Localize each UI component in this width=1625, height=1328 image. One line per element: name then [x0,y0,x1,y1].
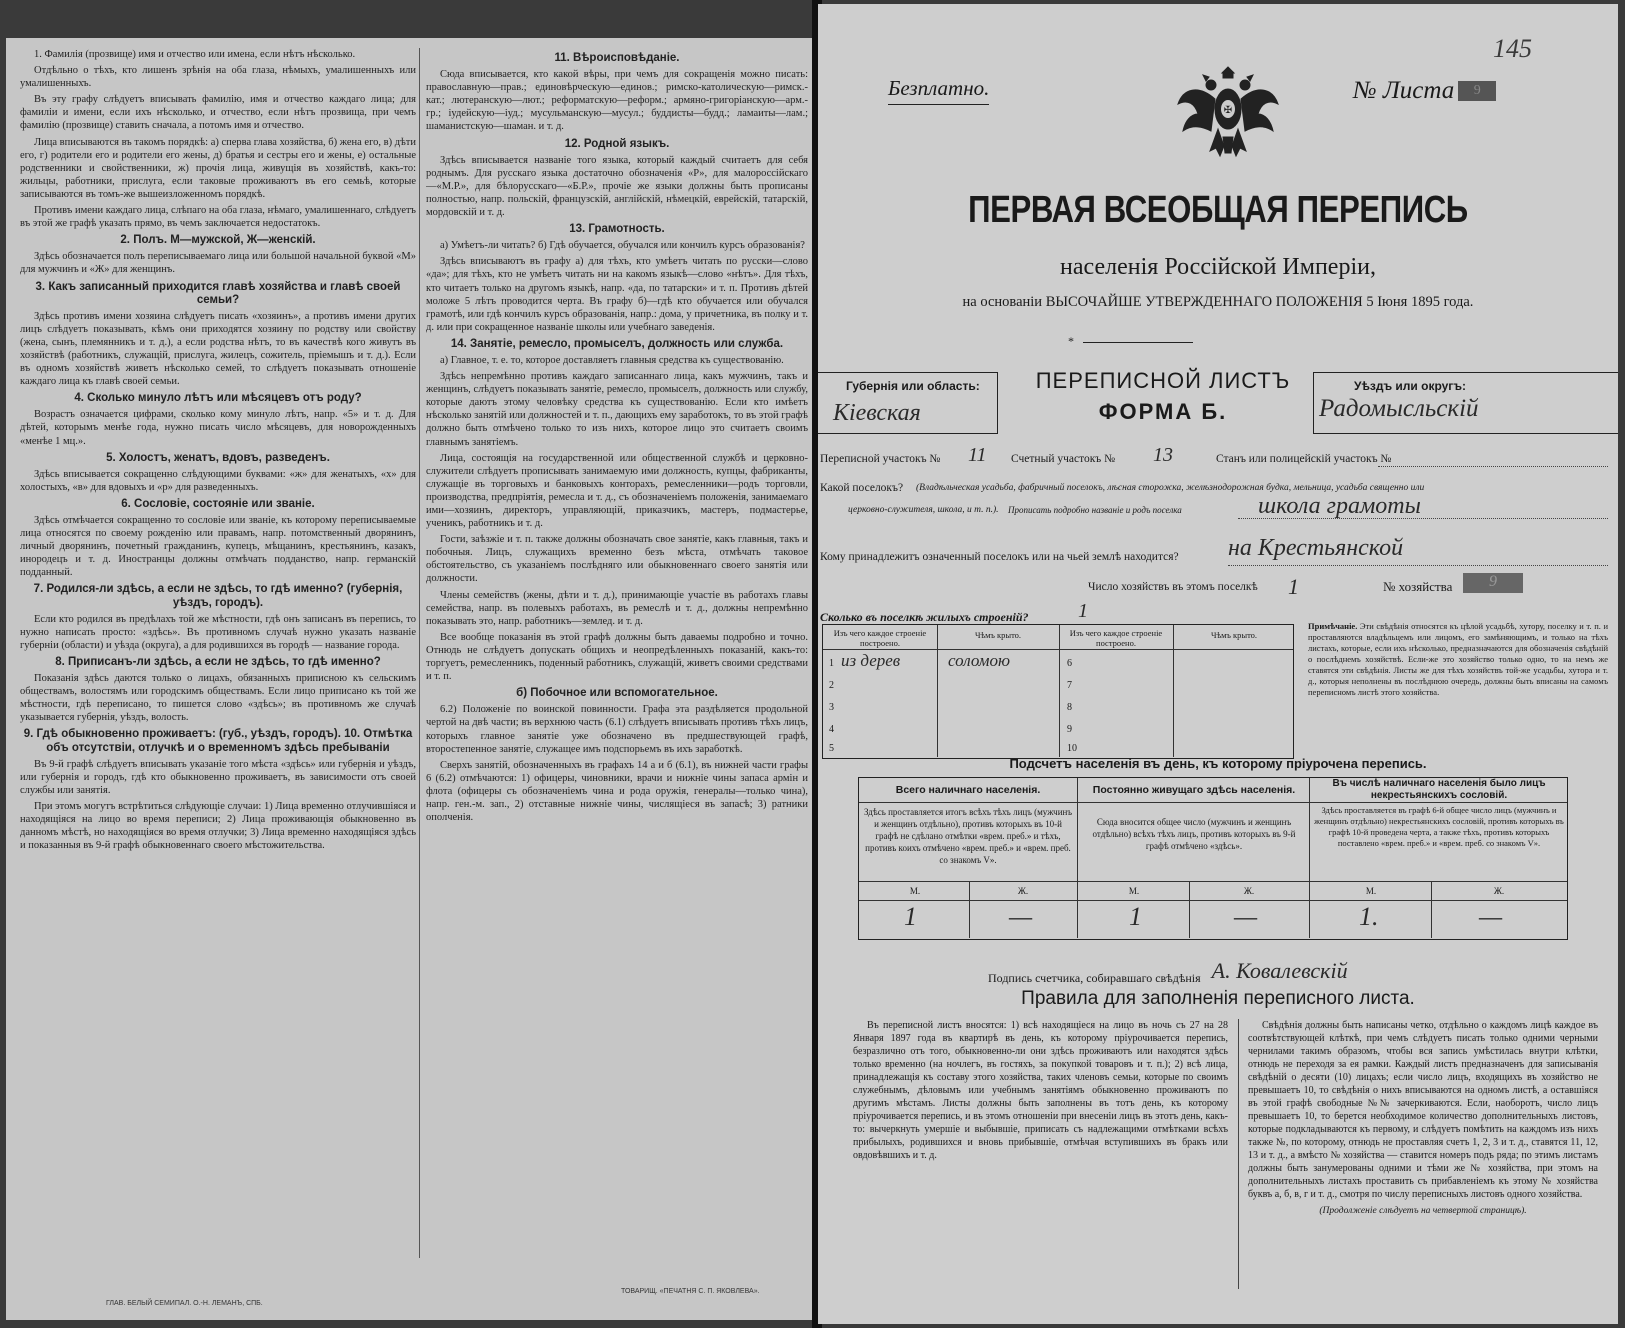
rules-column-2 [1248,1019,1598,1309]
building-row-number: 3 [829,702,834,713]
pop-mf-divider [969,881,970,938]
instructions-column-1 [20,48,416,1258]
instruction-paragraph: Въ эту графу слѣдуетъ вписывать фамилію, имя и отчество каждаго лица; для фамиліи и имени, если ихъ нѣсколько, и отчество, если нѣтъ прозвища, при чемъ фамилію (прозвище) ставить сначала, а потомъ имя и отчество. [20,94,416,132]
instruction-heading: 13. Грамотность. [569,223,665,236]
instruction-paragraph: При этомъ могутъ встрѣтиться слѣдующіе случаи: 1) Лица временно отлучившіяся и находящіяся на лицо во время переписи; 2) Лица проживающія обыкновенно въ данномъ мѣстѣ, но находящіяся во время отлучки; 3) Лица временно находящіяся здѣсь и показанныя въ 9-й графѣ обыкновеннаго своего мѣстожительства. [20,800,416,852]
instruction-heading: 14. Занятіе, ремесло, промыселъ, должность или служба. [450,337,784,350]
total-present-header: Всего наличнаго населенія. [895,784,1041,796]
non-peasant-female: — [1479,902,1503,931]
instructions-column-2 [426,48,808,1248]
uezd-label: Уѣздъ или округъ: [1354,379,1467,393]
buildings-table-divider [1059,625,1060,757]
legal-basis: на основаніи ВЫСОЧАЙШЕ УТВЕРЖДЕННАГО ПОЛОЖЕНІЯ 5 Іюня 1895 года. [962,294,1474,310]
instruction-heading: б) Побочное или вспомогательное. [516,687,718,700]
female-label: Ж. [1243,886,1255,896]
permanent-female: — [1234,902,1258,931]
building-1-material: из дерев [841,651,901,670]
permanent-resident-text: Сюда вносится общее число (мужчинъ и женщинъ отдѣльно) всѣхъ тѣхъ лицъ, противъ которыхъ въ 9-й графѣ отмѣчено «здѣсь». [1092,817,1296,851]
instruction-paragraph: Противъ имени каждаго лица, слѣпаго на оба глаза, нѣмаго, умалишеннаго, слѣдуетъ въ этой же графѣ указать прямо, въ чемъ заключается недостатокъ. [20,205,416,230]
instruction-paragraph: Члены семействъ (жены, дѣти и т. д.), принимающіе участіе въ работахъ главы семейства, напр. въ полевыхъ работахъ, въ ремеслѣ и т. д., должны непремѣнно показывать это, напр. работникъ—землед. и т. д. [426,589,808,627]
form-subtitle: ФОРМА Б. [1098,399,1228,424]
archive-page-number: 145 [1493,34,1532,63]
census-title: ПЕРВАЯ ВСЕОБЩАЯ ПЕРЕПИСЬ [968,189,1468,231]
instructions-page [6,38,816,1320]
building-row-number: 9 [1067,724,1072,735]
enumerator-signature [988,958,1348,988]
note-text: Эти свѣдѣнія относятся къ цѣлой усадьбѣ, хутору, поселку и т. п. и проставляются владѣльцемъ или лицомъ, его замѣняющимъ, и только на тѣхъ листахъ, которые, если ихъ нѣсколько, предназначаются для обозначенія свѣдѣній о послѣднемъ хозяйствѣ. Если-же это хозяйство только одно, то на немъ же ставятся эти свѣдѣнія. Листы же для тѣхъ хозяйствъ той-же усадьбы, хутора и т. д., которыя неполнены въ послѣднюю очередь, должны быть вписаны на самомъ переписномъ листѣ этого хозяйства. [1308,621,1608,697]
instruction-paragraph: Здѣсь обозначается полъ переписываемаго лица или большой начальной буквой «М» для мужчинъ и «Ж» для женщинъ. [20,251,416,276]
instruction-paragraph: Здѣсь вписывается названіе того языка, который каждый считаетъ для себя роднымъ. Для русскаго языка достаточно обозначенія «Р», для малороссійскаго—«М.Р.», для бѣлорусскаго—«Б.Р.», прочіе же языки должны быть прописаны полностью, напр. польскій, французскій, англійскій, нѣмецкій, еврейскій, татарскій, мордовскій и т. д. [426,154,808,219]
household-number-label: № хозяйства [1383,579,1453,594]
instruction-heading: 6. Сословіе, состояніе или званіе. [121,497,315,510]
instruction-heading: 9. Гдѣ обыкновенно проживаетъ: (губ., уѣздъ, городъ). 10. Отмѣтка объ отсутствіи, отлучкѣ и о временномъ здѣсь пребываніи [23,728,413,754]
instruction-heading: 2. Полъ. М—мужской, Ж—женскій. [120,234,316,247]
rules-title: Правила для заполненія переписного листа. [1021,988,1415,1009]
note-title: Примѣчаніе. [1308,621,1358,631]
pop-mf-divider [1431,881,1432,938]
instruction-heading: 12. Родной языкъ. [564,137,670,150]
instruction-paragraph: Здѣсь противъ имени хозяина слѣдуетъ писать «хозяинъ», а противъ имени других лицъ слѣдуетъ показывать, кѣмъ они приходятся хозяину по родству или свойству (жена, сынъ, племянникъ и т. д.), а если родства нѣтъ, то въ качествѣ кого живутъ въ хозяйствѣ (работникъ, служащій, прислуга, жилецъ, сожитель, пріемышъ и т. д.). Если въ одномъ хозяйствѣ живетъ нѣсколько семей, то слѣдуетъ показывать отношеніе каждаго лица къ главѣ своей семьи. [20,310,416,388]
pop-head-line [859,802,1567,803]
households-label: Число хозяйствъ въ этомъ поселкѣ [1088,581,1258,593]
building-row-number: 1 [829,658,834,669]
instruction-heading: 5. Холостъ, женатъ, вдовъ, разведенъ. [106,451,330,464]
instruction-paragraph: 6.2) Положеніе по воинской повинности. Графа эта раздѣляется продольной чертой на двѣ части; въ верхнюю часть (6.1) слѣдуетъ вписывать противъ тѣхъ лицъ, которыхъ главное занятіе уже обозначено въ предшествующей графѣ, второстепенное занятіе, служащее имъ подспорьемъ въ ихъ заработкѣ. [426,704,808,755]
gubernia-box [818,372,998,434]
printer-footer-right: ТОВАРИЩ. «ПЕЧАТНЯ С. П. ЯКОВЛЕВА». [621,1288,760,1295]
male-label: М. [1128,886,1140,896]
buildings-table-col-line [1173,625,1174,757]
instruction-paragraph: 1. Фамилія (прозвище) имя и отчество или имена, если нѣтъ нѣсколько. [34,49,356,60]
census-subtitle: населенія Россійской Имперіи, [1060,254,1376,280]
stan-label: Станъ или полицейскій участокъ № [1216,453,1392,465]
rules-text-1: Въ переписной листъ вносятся: 1) всѣ находящіеся на лицо въ ночь съ 27 на 28 Января 1897 года въ квартирѣ въ день, къ которому пріурочивается перепись, безразлично отъ того, обыкновенно-ли они здѣсь проживаютъ или находятся здѣсь только временно (на ночлегъ, въ гостяхъ, за покупкой товаровъ и т. п.); 2) всѣ лица, принадлежащія къ составу этого хозяйства, таких членовъ семьи, которые по своимъ служебнымъ, дѣловымъ или учебнымъ занятіямъ обыкновенно проживаютъ по другимъ мѣстамъ. Листы должны быть заполнены въ тотъ день, къ которому пріурочивается перепись, и въ этомъ отношеніи при внесеніи лицъ въ этотъ день, какъ-то: вычеркнуть умершіе и выбывшіе, приписать съ надлежащими отмѣтками всѣхъ прибылыхъ, родившихся и вновь прибывшіе, отмѣчая вступившихъ въ бракъ или овдовѣвшихъ и т. д. [853,1020,1228,1161]
rules-text-2: Свѣдѣнія должны быть написаны четко, отдѣльно о каждомъ лицѣ каждое въ соотвѣтствующей клѣткѣ, при чемъ слѣдуетъ писать только одними черными чернилами такимъ образомъ, чтобы вся запись умѣстилась внутри клѣтки, отнюдь не переходя за ея рамки. Каждый листъ предназначенъ для записыванія свѣдѣній о десяти (10) лицахъ; если число лицъ, входящихъ въ хозяйство не превышаетъ 10, то свѣдѣнія о нихъ вписываются на одномъ листѣ, а оставшіяся въ этой графѣ свободные №№ зачеркиваются. Если, наоборотъ, число лицъ превышаетъ 10, то берется необходимое количество дополнительныхъ листовъ, которые подкладываются къ первому, и слѣдуетъ помѣтить на каждомъ изъ нихъ также №, по которому, отнюдь не проставляя счетъ 1, 2, 3 и т. д., ставятся 11, 12, 13 и т. д., а вмѣсто № хозяйства — ставится номеръ подъ ряда; по этимъ листамъ должны быть занумерованы одними и тѣми же № хозяйства, при этомъ на дополнительныхъ листахъ проставить съ прибавленіемъ къ этому № хозяйства буквъ а, б, в, г и т. д., смотря по числу переписныхъ листовъ одного хозяйства. [1248,1020,1598,1200]
instruction-paragraph: Здѣсь вписываютъ въ графу а) для тѣхъ, кто умѣетъ читать по русски—слово «да»; для тѣхъ, кто не умѣетъ читать ни на какомъ языкѣ—слово «нѣтъ». Для тѣхъ, кто читаетъ только на другомъ языкѣ, напр. «да, по татарски» и т. п. Противъ дѣтей моложе 5 лѣтъ проводится черта. Въ графу б)—гдѣ кто обучается или обучался грамотѣ, или гдѣ кончилъ курсъ образованія, напр.: дома, у причетника, въ полку и т. д. или при сокращенное названіе школы или учебнаго заведенія. [426,256,808,333]
instruction-heading: 7. Родился-ли здѣсь, а если не здѣсь, то гдѣ именно? (губернія, уѣздъ, городъ). [33,583,403,609]
uezd-value: Радомысльскій [1319,395,1479,422]
instruction-paragraph: Сверхъ занятій, обозначенныхъ въ графахъ 14 а и б (6.1), въ нижней части графы 6 (6.2) отмѣчаются: 1) офицеры, чиновники, врачи и нижніе чины запаса армін и флота (офицеры съ обозначеніемъ чина и рода оружія, генералы—только чина), напр. ген.-м. зап., 2) отставные нижніе чины, числящіеся въ запасѣ; 3) ратники ополченія. [426,759,808,824]
rules-continuation: (Продолженіе слѣдуетъ на четвертой страницѣ). [1319,1206,1527,1216]
pop-mf-divider [1189,881,1190,938]
instruction-heading: 3. Какъ записанный приходится главѣ хозяйства и главѣ своей семьи? [35,280,401,306]
buildings-table [822,624,1294,759]
male-label: М. [909,886,921,896]
instruction-paragraph: Лица вписываются въ такомъ порядкѣ: а) сперва глава хозяйства, б) жена его, в) дѣти его, г) родители его и родители его жены, д) братья и сестры его и жены, е) остальные родственники и свойственники, ж) прочія лица, живущія въ хозяйствѣ, какъ-то: жильцы, работники, прислуга, если таковые проживаютъ въ его семьѣ, которые записываются въ томъ-же вышеизложенномъ порядкѣ. [20,136,416,200]
instruction-paragraph: Лица, состоящія на государственной или общественной службѣ и церковно-служители слѣдуетъ прописывать занимаемую ими должность, купцы, фабриканты, служащіе въ торговыхъ и банковыхъ конторахъ, ремесленники—родъ торговли, производства, предпріятія, ремесла и т. д., съ обозначеніемъ положенія, занимаемаго ими—хозяинъ, директоръ, управляющій, приказчикъ, мастеръ, подмастерье, ученикъ, работникъ и т. д. [426,452,808,530]
stan-underline [1378,466,1608,467]
decorative-rule [1083,342,1193,343]
instruction-paragraph: Возрастъ означается цифрами, сколько кому минуло лѣтъ, напр. «5» и т. д. Для дѣтей, которымъ менѣе года, нужно писать число мѣсяцевъ, для новорожденныхъ «менѣе 1 мц.». [20,409,416,447]
building-row-number: 5 [829,743,834,754]
printer-footer-left: ГЛАВ. БЕЛЫЙ СЕМИПАЛ. О.-Н. ЛЕМАНЪ, СПБ. [106,1300,263,1307]
form-title: ПЕРЕПИСНОЙ ЛИСТЪ [1035,368,1291,393]
count-district-value: 13 [1153,444,1173,466]
column-divider [419,48,420,1258]
instruction-paragraph: а) Главное, т. е. то, которое доставляетъ главныя средства къ существованію. [440,354,784,366]
roof-header-right: Чѣмъ крыто. [1210,630,1258,640]
non-peasant-text: Здѣсь проставляется въ графѣ 6-й общее число лицъ (мужчинъ и женщинъ отдѣльно) некрестьянскихъ сословій, противъ которыхъ въ графѣ 10-й проведена черта, а также тѣхъ, противъ которыхъ поставлено «врем. преб.» и «врем. преб. со знакомъ V». [1314,805,1564,848]
instruction-paragraph: Все вообще показанія въ этой графѣ должны быть даваемы подробно и точно. Отнюдь не слѣдуетъ допускать общихъ и неопредѣленныхъ показаній, какъ-то: торгуетъ, ремесленникъ, поденный работникъ, служащій, живетъ своими средствами и т. п. [426,631,808,683]
settlement-hint-3: Прописать подробно названіе и родъ поселка [1008,505,1182,515]
census-district-value: 11 [968,444,987,466]
buildings-label: Сколько въ поселкѣ жилыхъ строеній? [820,610,1029,624]
owner-underline [1228,565,1608,566]
instruction-paragraph: Отдѣльно о тѣхъ, кто лишенъ зрѣнія на оба глаза, нѣмыхъ, умалишенныхъ или умалишенныхъ. [20,65,416,90]
gubernia-label: Губернія или область: [846,379,980,393]
buildings-value: 1 [1078,600,1088,622]
census-form-page [818,4,1618,1324]
pop-mf-line [859,881,1567,882]
permanent-male: 1 [1129,902,1142,931]
sheet-number-value: 9 [1458,81,1496,101]
building-row-number: 2 [829,680,834,691]
building-row-number: 4 [829,724,834,735]
building-row-number: 8 [1067,702,1072,713]
total-present-male: 1 [904,902,917,931]
instruction-paragraph: Показанія здѣсь даются только о лицахъ, обязанныхъ приписною къ сельскимъ обществамъ, волостямъ или городскимъ обществамъ. Если лицо приписано къ той же мѣстности, гдѣ переписано, то пишется слово «здѣсь»; въ противномъ же случаѣ указывается губернія, уѣздъ, волость. [20,673,416,724]
settlement-label: Какой поселокъ? [820,482,904,494]
households-value: 1 [1288,574,1299,599]
free-label: Безплатно. [888,76,990,100]
count-district-label: Счетный участокъ № [1011,453,1116,465]
roof-header-left: Чѣмъ крыто. [974,630,1022,640]
instruction-heading: 8. Приписанъ-ли здѣсь, а если не здѣсь, то гдѣ именно? [55,655,381,668]
buildings-note [1308,621,1608,698]
instruction-heading: 11. Вѣроисповѣданіе. [554,52,680,64]
settlement-hint: (Владѣльческая усадьба, фабричный поселокъ, лѣсная сторожка, желѣзнодорожная будка, мельница, усадьба священно или [916,483,1425,493]
instruction-paragraph: Сюда вписывается, кто какой вѣры, при чемъ для сокращенія можно писать: православную—прав.; единовѣрческую—единов.; римско-католическую—римск.-кат.; лютеранскую—лют.; реформатскую—реформ.; армяно-григоріанскую—арм.-гр.; іудейскую—іуд.; мусульманскую—мусул.; буддисты—будд.; ламаиты—лам.; шаманистскую—шаман. и т. д. [426,69,808,133]
buildings-table-col-line [937,625,938,757]
total-present-text: Здѣсь проставляется итогъ всѣхъ тѣхъ лицъ (мужчинъ и женщинъ отдѣльно), противъ которыхъ въ 10-й графѣ не сдѣлано отмѣтки «врем. преб.» и тѣхъ, противъ коихъ отмѣчено «врем. преб.» и «врем. преб. со знакомъ V». [863,807,1072,865]
male-label: М. [1365,886,1377,896]
rules-column-1 [853,1019,1228,1309]
population-count-title: Подсчетъ населенія въ день, къ которому пріурочена перепись. [1009,756,1427,771]
owner-value: на Крестьянской [1228,535,1404,561]
household-number-value: 9 [1463,573,1523,593]
population-count-table [858,777,1568,940]
signature-value: А. Ковалевскій [1211,958,1348,983]
sheet-number-field [1353,72,1496,106]
building-1-roof: соломою [948,651,1011,670]
non-peasant-male: 1. [1359,902,1379,931]
building-row-number: 10 [1067,743,1077,754]
total-present-female: — [1009,902,1033,931]
non-peasant-header: Въ числѣ наличнаго населенія было лицъ некрестьянскихъ сословій. [1332,778,1546,801]
buildings-table-head-line [823,649,1293,650]
double-headed-eagle-emblem-icon [1173,59,1283,169]
owner-label: Кому принадлежитъ означенный поселокъ или на чьей землѣ находится? [820,551,1179,563]
svg-text:✠: ✠ [1223,105,1233,116]
signature-label: Подпись счетчика, собиравшаго свѣдѣнія [988,971,1201,985]
census-district-label: Переписной участокъ № [820,453,941,465]
material-header-right: Изъ чего каждое строеніе построено. [1069,628,1163,648]
instruction-paragraph: Здѣсь вписывается сокращенно слѣдующими буквами: «ж» для женатыхъ, «х» для холостыхъ, «в» для вдовыхъ и «р» для разведенныхъ. [20,468,416,493]
instruction-paragraph: Гости, заѣзжіе и т. п. также должны обозначать свое занятіе, какъ главныя, такъ и побочныя. Лицъ, служащихъ временно безъ мѣста, отмѣчать таковое обстоятельство, съ указаніемъ послѣдняго или обыкновеннаго своего занятія или должности. [426,534,808,585]
settlement-value: школа грамоты [1258,493,1421,519]
instruction-paragraph: Если кто родился въ предѣлахъ той же мѣстности, гдѣ онъ записанъ въ перепись, то нужно написать просто: «здѣсь». Въ противномъ случаѣ нужно указать названіе губерніи (области) и уѣзда (округа), а для родившихся въ городѣ — название города. [20,613,416,651]
pop-value-line [859,900,1567,901]
material-header-left: Изъ чего каждое строеніе построено. [833,628,927,648]
instruction-paragraph: Въ 9-й графѣ слѣдуетъ вписывать указаніе того мѣста «здѣсь» или губернія и уѣздъ, или губернія и городъ, гдѣ кто обыкновенно проживаетъ, въ зависимости отъ своей службы или занятія. [20,758,416,796]
female-label: Ж. [1493,886,1505,896]
instruction-heading: 4. Сколько минуло лѣтъ или мѣсяцевъ отъ роду? [74,392,362,405]
instruction-paragraph: Здѣсь непремѣнно противъ каждаго записаннаго лица, какъ мужчинъ, такъ и женщинъ, слѣдуетъ показывать занятіе, ремесло, промыселъ, должность или службу, которые даютъ этому человѣку средства къ существованію. Если кто имѣетъ нѣсколько занятій или должностей и т. п., дающихъ ему заработокъ, то въ этой графѣ должно быть отмѣчено только то изъ нихъ, которое лицо это считаетъ своимъ главнымъ занятіемъ. [426,371,808,448]
rules-divider [1238,1019,1239,1289]
building-row-number: 6 [1067,658,1072,669]
instruction-paragraph: а) Умѣетъ-ли читать? б) Гдѣ обучается, обучался или кончилъ курсъ образованія? [440,240,805,252]
instruction-paragraph: Здѣсь отмѣчается сокращенно то сословіе или званіе, къ которому переписываемые лица относятся по своему рожденію или правамъ, напр. потомственный дворянинъ, личный дворянинъ, почетный гражданинъ, купецъ, мѣщанинъ, крестьянинъ, казакъ, инородецъ и т. д. Иностранцы должны отмѣчать подданство, напр. германскій подданный. [20,515,416,579]
uezd-box [1313,372,1618,434]
permanent-resident-header: Постоянно живущаго здѣсь населенія. [1092,784,1296,796]
sheet-number-label: № Листа [1353,77,1455,104]
settlement-underline [1238,518,1608,519]
star-mark: * [1068,334,1074,348]
female-label: Ж. [1017,886,1029,896]
gubernia-value: Кіевская [833,400,921,426]
settlement-hint-2: церковно-служителя, школа, и т. п.). [848,505,999,515]
building-row-number: 7 [1067,680,1072,691]
